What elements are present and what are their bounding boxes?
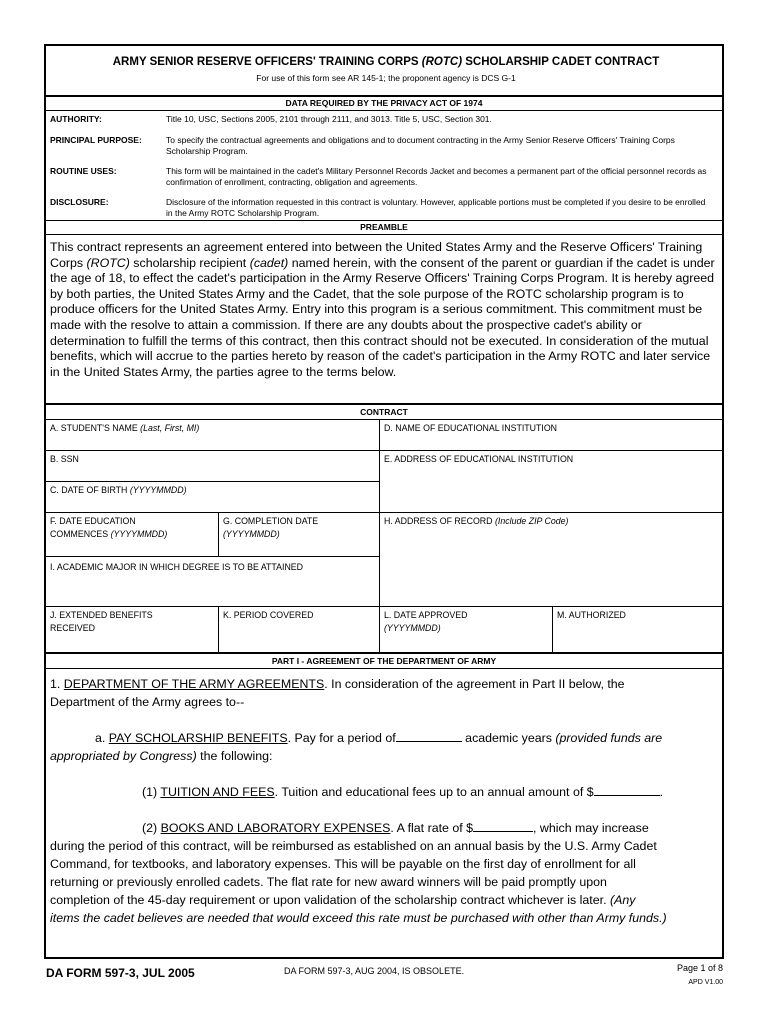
divider bbox=[46, 234, 722, 235]
authority-text: Title 10, USC, Sections 2005, 2101 through 2111, and 3013. Title 5, USC, Section 301. bbox=[166, 114, 492, 124]
tuition-amount-blank[interactable] bbox=[594, 783, 660, 796]
page-number: Page 1 of 8 bbox=[676, 963, 723, 973]
divider bbox=[46, 220, 722, 221]
institution-address-field[interactable]: E. ADDRESS OF EDUCATIONAL INSTITUTION bbox=[384, 454, 574, 464]
divider bbox=[552, 606, 553, 653]
form-subtitle: For use of this form see AR 145-1; the proponent agency is DCS G-1 bbox=[256, 73, 516, 83]
completion-date-field[interactable]: G. COMPLETION DATE (YYYYMMDD) bbox=[223, 516, 319, 539]
divider bbox=[46, 606, 722, 607]
divider bbox=[46, 556, 379, 557]
privacy-heading: DATA REQUIRED BY THE PRIVACY ACT OF 1974 bbox=[285, 98, 483, 108]
divider bbox=[46, 419, 722, 420]
form-number: DA FORM 597-3, JUL 2005 bbox=[46, 966, 195, 980]
divider bbox=[46, 403, 722, 405]
tuition-paragraph: (1) TUITION AND FEES. Tuition and educational fees up to an annual amount of $ . bbox=[142, 785, 664, 799]
disclosure-text: Disclosure of the information requested in this contract is voluntary. However, applicable portions must be completed if you desire to be enrolled in the Army ROTC Scholarship Program. bbox=[166, 197, 706, 218]
divider bbox=[218, 606, 219, 653]
form-title: ARMY SENIOR RESERVE OFFICERS' TRAINING CORPS (ROTC) SCHOLARSHIP CADET CONTRACT bbox=[112, 56, 660, 68]
student-name-field[interactable]: A. STUDENT'S NAME (Last, First, MI) bbox=[50, 423, 200, 433]
divider bbox=[46, 652, 722, 654]
contract-heading: CONTRACT bbox=[360, 407, 408, 417]
books-paragraph: (2) BOOKS AND LABORATORY EXPENSES. A flat rate of $ , which may increase during the period of this contract, will be reimbursed as established on an annual basis by the U.S. Army Cadet Command, for textbooks, and laboratory expenses. This will be payable on the first day of enrollment for all returning or previously enrolled cadets. The flat rate for new award winners will be paid promptly upon completion of the 45-day requirement or upon validation of the scholarship contract whichever is later. (Any items the cadet believes are needed that would exceed this rate must be purchased with other than Army funds.) bbox=[50, 821, 667, 925]
authorized-field[interactable]: M. AUTHORIZED bbox=[557, 610, 626, 620]
purpose-text: To specify the contractual agreements and obligations and to document contracting in the Army Senior Reserve Officers' Training Corps Scholarship Program. bbox=[166, 135, 675, 156]
birth-date-field[interactable]: C. DATE OF BIRTH (YYYYMMDD) bbox=[50, 485, 187, 495]
purpose-label: PRINCIPAL PURPOSE: bbox=[50, 135, 142, 145]
divider bbox=[46, 512, 722, 513]
form-frame bbox=[44, 44, 724, 959]
divider bbox=[379, 606, 380, 653]
books-rate-blank[interactable] bbox=[473, 819, 533, 832]
academic-years-blank[interactable] bbox=[396, 729, 462, 742]
date-approved-field[interactable]: L. DATE APPROVED (YYYYMMDD) bbox=[384, 610, 468, 633]
divider bbox=[46, 95, 722, 97]
routine-uses-text: This form will be maintained in the cadet's Military Personnel Records Jacket and becomes a permanent part of the official personnel records as confirmation of enrollment, contracting, obligation and agreements. bbox=[166, 166, 707, 187]
address-of-record-field[interactable]: H. ADDRESS OF RECORD (Include ZIP Code) bbox=[384, 516, 569, 526]
divider bbox=[46, 450, 722, 451]
section-1a-paragraph: a. PAY SCHOLARSHIP BENEFITS. Pay for a period of academic years (provided funds are appropriated by Congress) the following: bbox=[50, 731, 663, 763]
extended-benefits-field[interactable]: J. EXTENDED BENEFITS RECEIVED bbox=[50, 610, 153, 633]
authority-label: AUTHORITY: bbox=[50, 114, 102, 124]
divider bbox=[46, 481, 379, 482]
preamble-text: This contract represents an agreement entered into between the United States Army and the Reserve Officers' Training Corps (ROTC) scholarship recipient (cadet) named herein, with the consent of the parent or guardian if the cadet is under the age of 18, to effect the cadet's participation in the Army Reserve Officers' Training Corps Program. It is hereby agreed by both parties, the United States Army and the Cadet, that the sole purpose of the ROTC scholarship program is to produce officers for the United States Army. Entry into this program is a serious commitment. This commitment must be made with the resolve to attain a commission. If there are any doubts about the prospective cadet's ability or determination to fulfill the terms of this contract, then this contract should not be executed. In consideration of the mutual benefits, which will accrue to the parties hereto by reason of the cadet's participation in the Army ROTC and later service in the United States Army, the parties agree to the terms below. bbox=[50, 240, 715, 379]
education-start-field[interactable]: F. DATE EDUCATION COMMENCES (YYYYMMDD) bbox=[50, 516, 168, 539]
preamble-heading: PREAMBLE bbox=[360, 222, 408, 232]
part1-heading: PART I - AGREEMENT OF THE DEPARTMENT OF ARMY bbox=[271, 656, 497, 666]
ssn-field[interactable]: B. SSN bbox=[50, 454, 79, 464]
divider bbox=[46, 668, 722, 669]
academic-major-field[interactable]: I. ACADEMIC MAJOR IN WHICH DEGREE IS TO BE ATTAINED bbox=[50, 562, 304, 572]
routine-uses-label: ROUTINE USES: bbox=[50, 166, 117, 176]
divider bbox=[46, 110, 722, 111]
obsolete-notice: DA FORM 597-3, AUG 2004, IS OBSOLETE. bbox=[284, 966, 465, 976]
section-1-paragraph: 1. DEPARTMENT OF THE ARMY AGREEMENTS. In consideration of the agreement in Part II below, the Department of the Army agrees to-- bbox=[50, 677, 625, 709]
apd-version: APD V1.00 bbox=[688, 979, 723, 986]
divider bbox=[218, 512, 219, 556]
period-covered-field[interactable]: K. PERIOD COVERED bbox=[223, 610, 314, 620]
disclosure-label: DISCLOSURE: bbox=[50, 197, 109, 207]
institution-name-field[interactable]: D. NAME OF EDUCATIONAL INSTITUTION bbox=[384, 423, 558, 433]
